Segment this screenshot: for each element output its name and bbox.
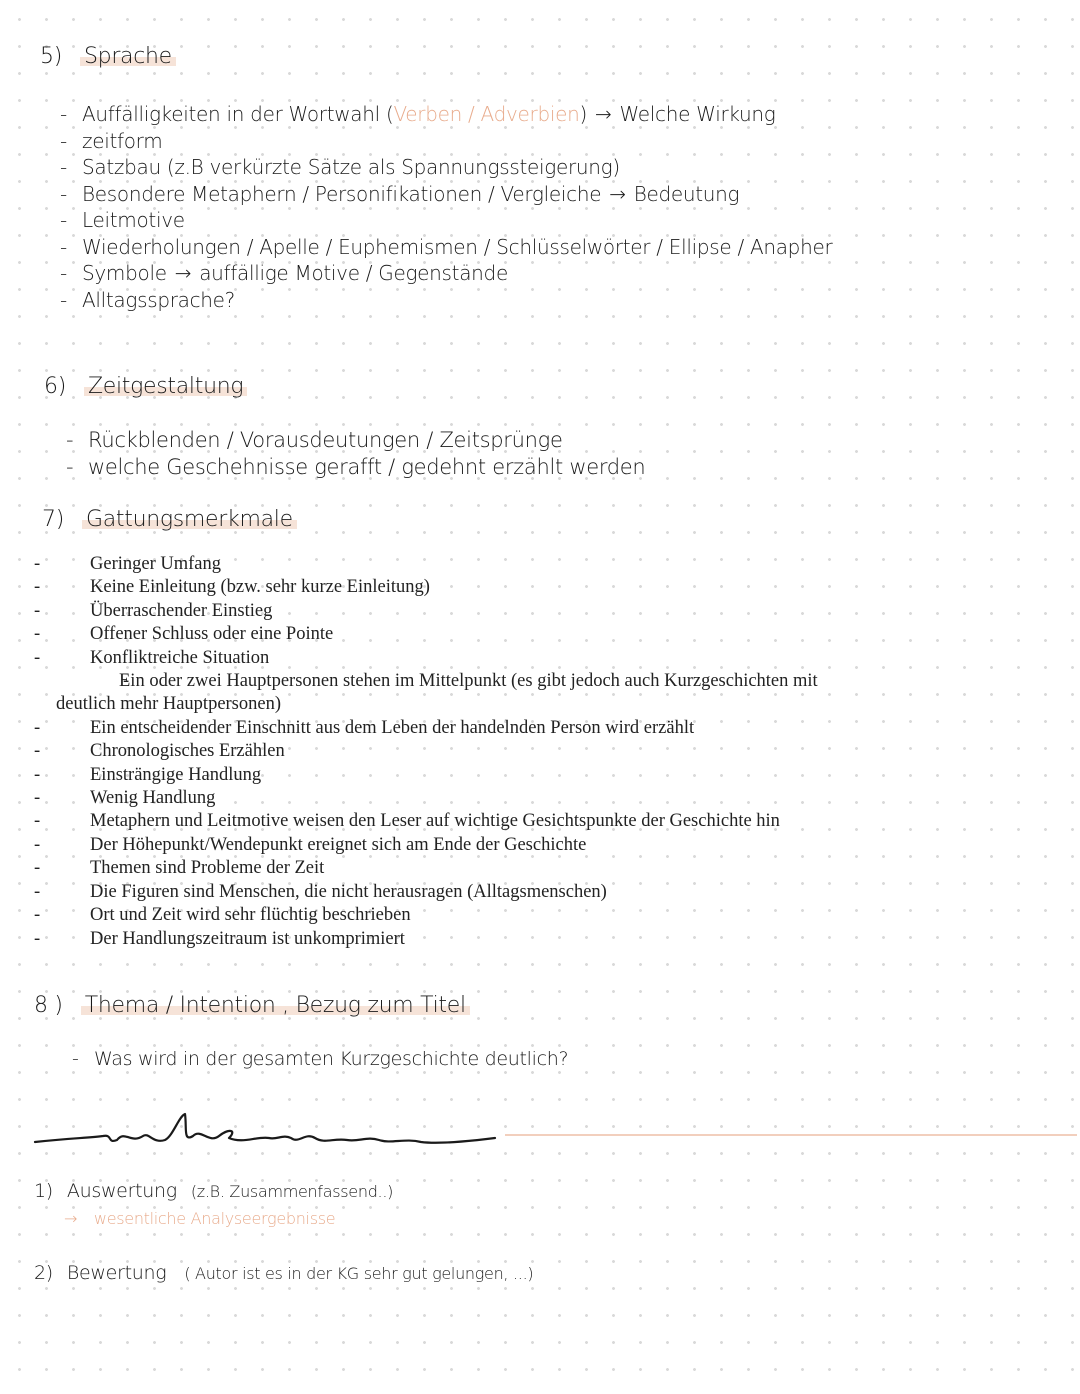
list-item: - Überraschender Einstieg <box>30 600 930 623</box>
list-item: - Ort und Zeit wird sehr flüchtig beschrieben <box>30 904 930 927</box>
list-item-wrapped: - Ein oder zwei Hauptpersonen stehen im Mittelpunkt (es gibt jedoch auch Kurzgeschichten mit deutlich mehr Hauptpersonen) <box>30 670 930 717</box>
list-item: - Einsträngige Handlung <box>30 764 930 787</box>
list-item: - Chronologisches Erzählen <box>30 740 930 763</box>
list-item: - Metaphern und Leitmotive weisen den Leser auf wichtige Gesichtspunkte der Geschichte hin <box>30 810 930 833</box>
arrow-right-icon: → <box>174 261 192 285</box>
arrow-right-icon: → <box>64 1209 78 1228</box>
list-item: - Der Höhepunkt/Wendepunkt ereignet sich am Ende der Geschichte <box>30 834 930 857</box>
section-6-title: Zeitgestaltung <box>84 374 247 399</box>
schluss-script <box>33 1110 498 1150</box>
arrow-right-icon: → <box>595 102 612 126</box>
list-item: - Ein entscheidender Einschnitt aus dem Leben der handelnden Person wird erzählt <box>30 717 930 740</box>
arrow-right-icon: → <box>609 181 626 206</box>
section-5-heading <box>40 44 176 69</box>
list-item: - Leitmotive <box>60 208 185 232</box>
section-7-title: Gattungsmerkmale <box>82 507 297 532</box>
schluss-item-1-label: Auswertung <box>66 1180 177 1202</box>
list-item: - zeitform <box>60 128 163 153</box>
section-6-heading <box>44 374 247 399</box>
list-item: - Keine Einleitung (bzw. sehr kurze Einleitung) <box>30 576 930 599</box>
schluss-item-1-sub: → wesentliche Analyseergebnisse <box>64 1209 336 1228</box>
schluss-divider <box>505 1134 1077 1136</box>
accent-text: Verben / Adverbien <box>393 102 580 126</box>
list-item: - Offener Schluss oder eine Pointe <box>30 623 930 646</box>
section-7-heading <box>42 507 297 532</box>
schluss-item-2: 2) Bewertung ( Autor ist es in der KG sehr gut gelungen, ...) <box>34 1262 534 1284</box>
section-7-number: 7) <box>42 507 64 532</box>
schluss-item-1: 1) Auswertung (z.B. Zusammenfassend..) <box>34 1180 394 1202</box>
section-8-title: Thema / Intention , Bezug zum Titel <box>81 993 470 1018</box>
section-5-title: Sprache <box>80 44 176 69</box>
section-8-item: - Was wird in der gesamten Kurzgeschichte deutlich? <box>72 1048 569 1070</box>
schluss-item-2-note: ( Autor ist es in der KG sehr gut gelungen, ...) <box>184 1264 534 1283</box>
list-item: - Auffälligkeiten in der Wortwahl (Verben / Adverbien) → Welche Wirkung <box>60 102 776 126</box>
section-8-heading <box>34 993 470 1018</box>
section-7-list <box>30 553 930 951</box>
list-item: - Konfliktreiche Situation <box>30 647 930 670</box>
list-item: - Rückblenden / Vorausdeutungen / Zeitsprünge <box>66 428 563 452</box>
section-5-list <box>60 101 832 313</box>
schluss-item-1-note: (z.B. Zusammenfassend..) <box>190 1182 394 1201</box>
list-item: - welche Geschehnisse gerafft / gedehnt erzählt werden <box>66 454 646 479</box>
list-item: - Satzbau (z.B verkürzte Sätze als Spannungssteigerung) <box>60 155 620 179</box>
list-item: - Besondere Metaphern / Personifikationen / Vergleiche → Bedeutung <box>60 181 740 206</box>
list-item: - Wenig Handlung <box>30 787 930 810</box>
list-item: - Alltagssprache? <box>60 287 236 312</box>
list-item: - Die Figuren sind Menschen, die nicht herausragen (Alltagsmenschen) <box>30 881 930 904</box>
section-6-list <box>66 427 645 480</box>
section-5-number: 5) <box>40 44 62 69</box>
section-8-number: 8 ) <box>34 993 63 1018</box>
list-item: - Wiederholungen / Apelle / Euphemismen / Schlüsselwörter / Ellipse / Anapher <box>60 234 833 259</box>
list-item: - Themen sind Probleme der Zeit <box>30 857 930 880</box>
list-item: - Geringer Umfang <box>30 553 930 576</box>
section-6-number: 6) <box>44 374 66 399</box>
list-item: - Symbole → auffällige Motive / Gegenstände <box>60 261 508 285</box>
schluss-heading <box>33 1110 498 1154</box>
list-item: - Der Handlungszeitraum ist unkomprimiert <box>30 928 930 951</box>
schluss-item-2-label: Bewertung <box>66 1262 167 1284</box>
